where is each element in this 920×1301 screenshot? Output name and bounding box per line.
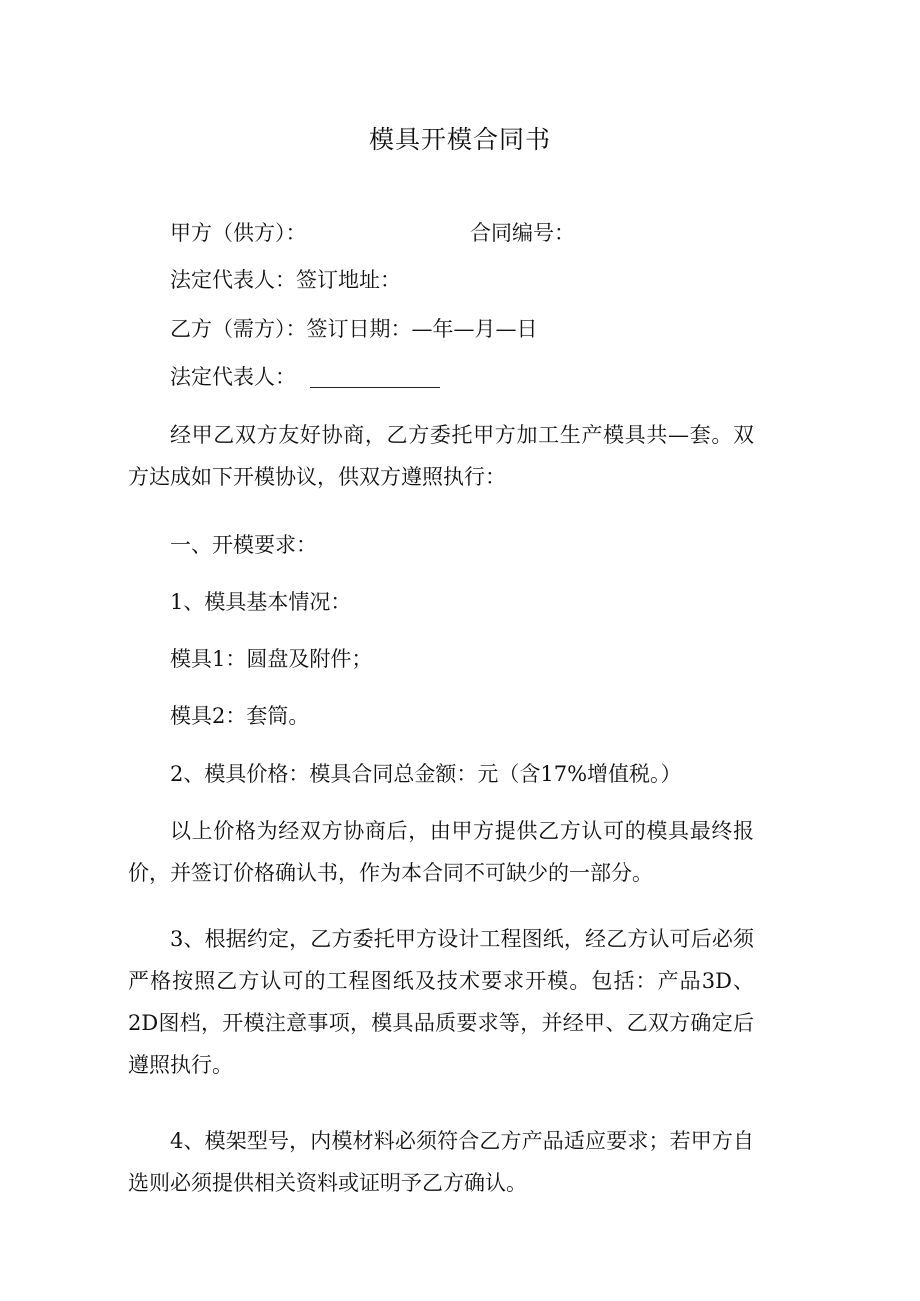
legal-rep-sign-place-line: 法定代表人：签订地址： [170, 268, 401, 292]
mold-1-line: 模具1：圆盘及附件； [170, 647, 373, 671]
party-b-sign-date-line: 乙方（需方）：签订日期：—年—月—日 [170, 317, 538, 341]
document-title: 模具开模合同书 [368, 125, 551, 154]
item-4-paragraph: 4、模架型号，内模材料必须符合乙方产品适应要求；若甲方自选则必须提供相关资料或证明予乙方确认。 [128, 1129, 754, 1195]
item-2-price-line: 2、模具价格：模具合同总金额：元（含17%增值税。） [170, 762, 682, 786]
contract-number-label: 合同编号： [470, 221, 575, 245]
legal-rep-b-label: 法定代表人： [170, 365, 296, 389]
legal-rep-b-line [170, 362, 440, 392]
item-3-paragraph: 3、根据约定，乙方委托甲方设计工程图纸，经乙方认可后必须严格按照乙方认可的工程图纸及技术要求开模。包括：产品3D、2D图档，开模注意事项，模具品质要求等，并经甲、乙双方确定后遵照执行。 [128, 927, 754, 1077]
party-a-label: 甲方（供方）： [170, 221, 307, 245]
intro-paragraph: 经甲乙双方友好协商，乙方委托甲方加工生产模具共—套。双方达成如下开模协议，供双方遵照执行： [128, 423, 754, 489]
item-1-heading: 1、模具基本情况： [170, 590, 352, 614]
price-note-paragraph: 以上价格为经双方协商后，由甲方提供乙方认可的模具最终报价，并签订价格确认书，作为本合同不可缺少的一部分。 [128, 819, 754, 885]
signature-blank-line [310, 367, 440, 388]
mold-2-line: 模具2：套筒。 [170, 704, 310, 728]
section-1-heading: 一、开模要求： [170, 533, 317, 557]
